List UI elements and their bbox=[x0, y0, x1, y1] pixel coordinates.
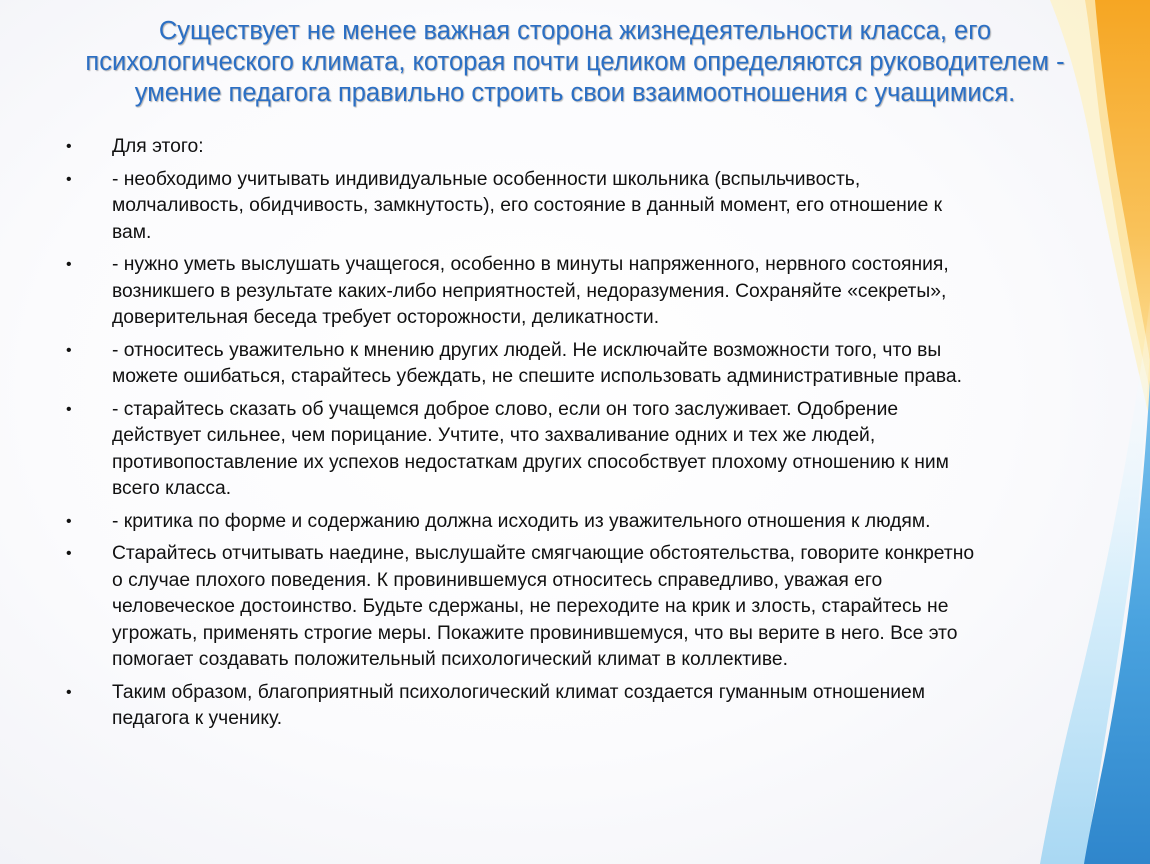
bullet-dot: • bbox=[66, 400, 72, 418]
list-item bbox=[66, 167, 986, 247]
bullet-list bbox=[66, 134, 986, 739]
list-item-text: - необходимо учитывать индивидуальные особенности школьника (вспыльчивость, молчаливость, обидчивость, замкнутость), его состояние в данный момент, его отношение к вам. bbox=[112, 168, 943, 243]
bullet-dot: • bbox=[66, 256, 72, 273]
list-item-text: Таким образом, благоприятный психологический климат создается гуманным отношением педагога к ученику. bbox=[112, 681, 926, 729]
bullet-dot: • bbox=[66, 341, 72, 359]
list-item bbox=[66, 252, 986, 332]
bullet-dot: • bbox=[66, 545, 72, 562]
bullet-dot: • bbox=[66, 138, 72, 155]
list-item-text: - старайтесь сказать об учащемся доброе слово, если он того заслуживает. Одобрение действует сильнее, чем порицание. Учтите, что захваливание одних и тех же людей, противопоставление их успехов недостаткам других способствует плохому отношению к ним всего класса. bbox=[112, 398, 949, 499]
list-item bbox=[66, 541, 986, 674]
bullet-dot: • bbox=[66, 512, 72, 530]
list-item-text: - нужно уметь выслушать учащегося, особенно в минуты напряженного, нервного состояния, возникшего в результате каких-либо неприятностей, недоразумения. Сохраняйте «секреты», доверительная беседа требует осторожности, деликатности. bbox=[112, 254, 949, 328]
list-item bbox=[66, 680, 986, 733]
list-item-text: Для этого: bbox=[112, 136, 204, 157]
list-item bbox=[66, 338, 986, 391]
list-item-text: - относитесь уважительно к мнению других людей. Не исключайте возможности того, что вы можете ошибаться, старайтесь убеждать, не спешите использовать административные права. bbox=[112, 339, 962, 387]
list-item bbox=[66, 134, 986, 161]
list-item bbox=[66, 509, 986, 536]
list-item-text: - критика по форме и содержанию должна исходить из уважительного отношения к людям. bbox=[112, 510, 931, 532]
slide-title: Существует не менее важная сторона жизнедеятельности класса, его психологического климата, которая почти целиком определяются руководителем - умение педагога правильно строить свои взаимоотношения с учащимися. bbox=[85, 17, 1065, 107]
list-item bbox=[66, 397, 986, 503]
list-item-text: Старайтесь отчитывать наедине, выслушайте смягчающие обстоятельства, говорите конкретно о случае плохого поведения. К провинившемуся относитесь справедливо, уважая его человеческое достоинство. Будьте сдержаны, не переходите на крик и злость, старайтесь не угрожать, применять строгие меры. Покажите провинившемуся, что вы верите в него. Все это помогает создавать положительный психологический климат в коллективе. bbox=[112, 543, 975, 670]
bullet-dot: • bbox=[66, 170, 72, 188]
bullet-dot: • bbox=[66, 683, 72, 701]
